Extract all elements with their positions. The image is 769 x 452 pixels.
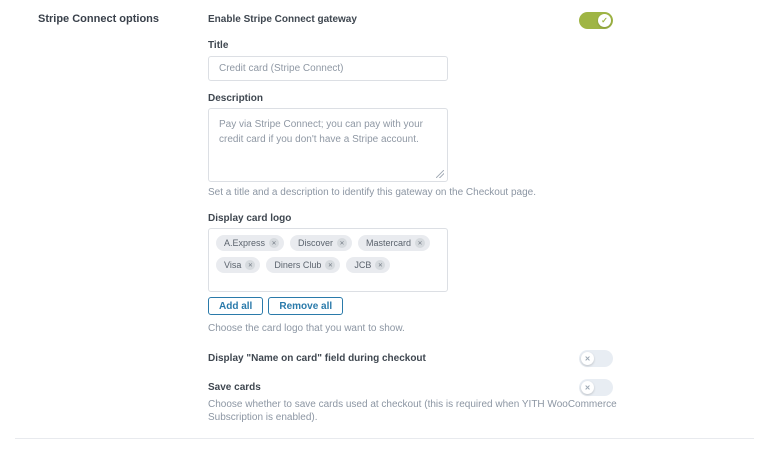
add-all-button[interactable]: Add all — [208, 297, 263, 315]
description-textarea[interactable] — [208, 108, 448, 182]
save-cards-toggle[interactable] — [579, 379, 613, 396]
description-help-text: Set a title and a description to identify this gateway on the Checkout page. — [208, 187, 536, 198]
tag-label: Discover — [298, 238, 334, 248]
tag-discover — [290, 235, 352, 251]
toggle-x-icon: ✕ — [581, 352, 594, 365]
tag-remove-icon[interactable]: ✕ — [245, 260, 255, 270]
tag-label: A.Express — [224, 238, 266, 248]
tag-label: Diners Club — [274, 260, 322, 270]
tag-jcb — [346, 257, 390, 273]
tag-remove-icon[interactable]: ✕ — [325, 260, 335, 270]
title-input[interactable] — [208, 56, 448, 81]
card-logo-label: Display card logo — [208, 213, 292, 224]
save-cards-help-text: Choose whether to save cards used at checkout (this is required when YITH WooCommerce Subscription is enabled). — [208, 399, 617, 423]
tag-remove-icon[interactable]: ✕ — [269, 238, 279, 248]
tag-remove-icon[interactable]: ✕ — [415, 238, 425, 248]
section-title: Stripe Connect options — [38, 13, 159, 25]
tag-label: JCB — [354, 260, 372, 270]
description-label: Description — [208, 93, 264, 104]
tag-mastercard — [358, 235, 430, 251]
tag-remove-icon[interactable]: ✕ — [375, 260, 385, 270]
toggle-x-icon: ✕ — [581, 381, 594, 394]
enable-gateway-label: Enable Stripe Connect gateway — [208, 14, 357, 25]
tag-amex — [216, 235, 284, 251]
tag-label: Visa — [224, 260, 242, 270]
save-cards-label: Save cards — [208, 382, 261, 393]
card-logo-tag-box[interactable] — [208, 228, 448, 292]
resize-handle-icon[interactable] — [436, 170, 444, 178]
name-on-card-toggle[interactable] — [579, 350, 613, 367]
tag-visa — [216, 257, 260, 273]
section-divider — [15, 438, 754, 439]
enable-gateway-toggle[interactable] — [579, 12, 613, 29]
toggle-check-icon: ✓ — [598, 14, 611, 27]
tag-label: Mastercard — [366, 238, 412, 248]
tag-diners-club — [266, 257, 340, 273]
tag-actions — [208, 297, 343, 315]
name-on-card-label: Display "Name on card" field during checkout — [208, 353, 426, 364]
title-label: Title — [208, 40, 229, 51]
description-text: Pay via Stripe Connect; you can pay with your credit card if you don't have a Stripe account. — [219, 119, 423, 145]
tag-remove-icon[interactable]: ✕ — [337, 238, 347, 248]
remove-all-button[interactable]: Remove all — [268, 297, 343, 315]
card-logo-help-text: Choose the card logo that you want to show. — [208, 323, 405, 334]
